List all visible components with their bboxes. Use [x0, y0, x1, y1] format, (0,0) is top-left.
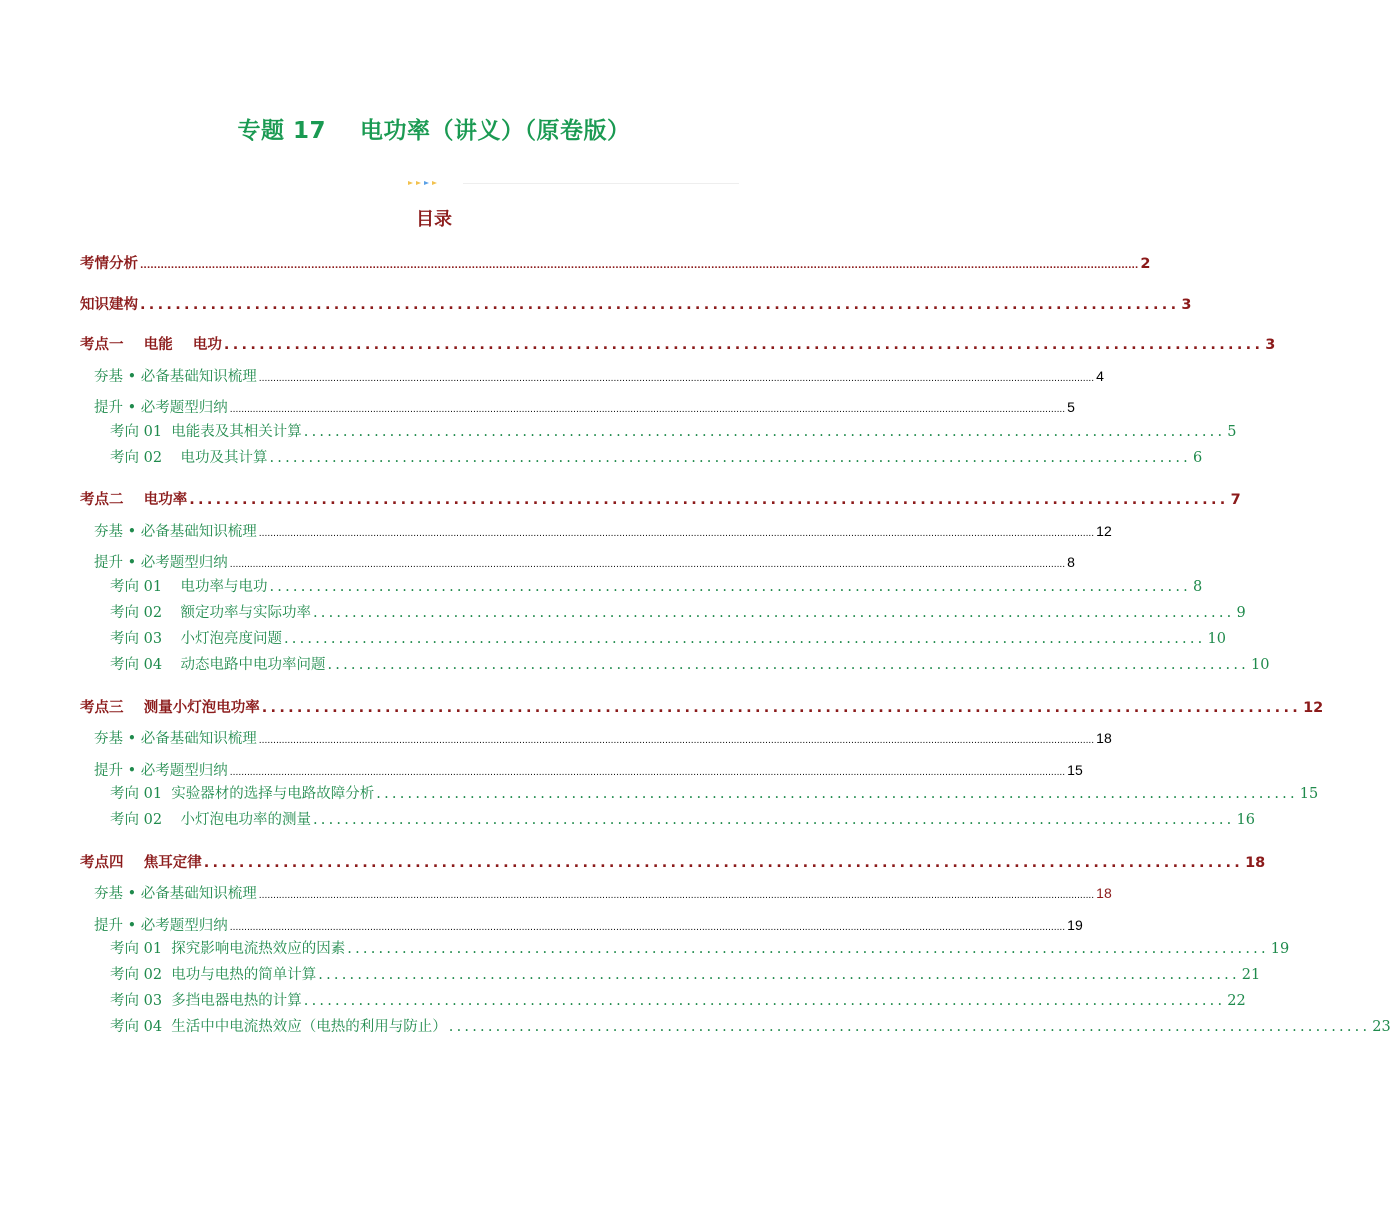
toc-entry-label: 提升 • 必考题型归纳	[94, 918, 228, 934]
dot-leader: ....................................................................................................................................................................................................................................................................................................	[258, 736, 1095, 746]
toc-entry-page: 10	[1207, 631, 1226, 647]
toc-entry-label: 考向 01 实验器材的选择与电路故障分析	[110, 786, 375, 802]
toc-entry[interactable]	[110, 989, 1246, 1009]
dot-leader: ....................................................................................................................................................................................................................................................................................................	[229, 923, 1066, 933]
toc-entry-page: 3	[1265, 337, 1276, 353]
title-divider	[463, 183, 739, 184]
dot-leader: ......................................................................................................................	[269, 579, 1191, 595]
toc-entry-label: 考向 03 多挡电器电热的计算	[110, 993, 302, 1009]
toc-entry[interactable]	[94, 365, 1104, 385]
toc-entry-label: 考向 03 小灯泡亮度问题	[110, 631, 282, 647]
toc-entry-page: 12	[1096, 523, 1112, 539]
toc-entry-page: 8	[1067, 554, 1075, 570]
toc-entry[interactable]	[80, 488, 1241, 508]
toc-entry-page: 23	[1372, 1019, 1391, 1035]
toc-entry[interactable]	[110, 937, 1290, 957]
toc-entry[interactable]	[80, 851, 1266, 871]
toc-entry-page: 6	[1192, 450, 1203, 466]
toc-entry[interactable]	[110, 653, 1270, 673]
toc-entry[interactable]	[94, 727, 1112, 747]
dot-leader: ....................................................................................................................................................................................................................................................................................................	[258, 374, 1095, 384]
toc-entry-page: 19	[1067, 917, 1083, 933]
dot-leader: ......................................................................................................................	[261, 700, 1302, 716]
toc-entry[interactable]	[110, 782, 1319, 802]
toc-entry[interactable]	[110, 446, 1203, 466]
dot-leader: ....................................................................................................................................................................................................................................................................................................	[258, 529, 1095, 539]
dot-leader: ....................................................................................................................................................................................................................................................................................................	[258, 891, 1095, 901]
toc-entry-page: 10	[1250, 657, 1270, 673]
toc-entry-page: 16	[1236, 812, 1255, 828]
toc-entry[interactable]	[110, 601, 1246, 621]
toc-entry[interactable]	[94, 520, 1112, 540]
dot-leader: ......................................................................................................................	[284, 631, 1206, 647]
toc-entry-page: 4	[1096, 368, 1104, 384]
toc-entry-page: 2	[1140, 256, 1151, 272]
toc-entry-label: 考向 01 电功率与电功	[110, 579, 268, 595]
dot-leader: ......................................................................................................................	[376, 786, 1298, 802]
toc-entry[interactable]	[94, 914, 1083, 934]
toc-entry-page: 5	[1067, 399, 1075, 415]
dot-leader: ......................................................................................................................	[203, 855, 1244, 871]
toc-entry-page: 21	[1241, 967, 1261, 983]
toc-entry-label: 考向 01 电能表及其相关计算	[110, 424, 302, 440]
toc-entry-page: 18	[1096, 730, 1112, 746]
toc-entry-page: 18	[1245, 855, 1266, 871]
toc-entry[interactable]	[80, 293, 1192, 313]
toc-entry-label: 夯基 • 必备基础知识梳理	[94, 369, 257, 385]
toc-entry-label: 考情分析	[80, 256, 138, 272]
toc-entry-label: 考点三 测量小灯泡电功率	[80, 700, 260, 716]
toc-entry[interactable]	[110, 1015, 1391, 1035]
dot-leader: ......................................................................................................................	[223, 337, 1264, 353]
toc-entry-page: 19	[1270, 941, 1290, 957]
toc-entry-page: 15	[1299, 786, 1319, 802]
dot-leader: ......................................................................................................................	[448, 1019, 1371, 1035]
dot-leader: ......................................................................................................................	[303, 424, 1226, 440]
toc-entry[interactable]	[110, 420, 1237, 440]
toc-entry[interactable]	[94, 396, 1075, 416]
toc-entry-page: 12	[1303, 700, 1324, 716]
toc-entry-page: 3	[1181, 297, 1192, 313]
toc-entry[interactable]	[94, 759, 1083, 779]
toc-entry-page: 7	[1230, 492, 1241, 508]
toc-entry[interactable]	[80, 696, 1324, 716]
toc-entry-label: 考点一 电能 电功	[80, 337, 222, 353]
toc-entry[interactable]	[94, 882, 1112, 902]
toc-entry-label: 夯基 • 必备基础知识梳理	[94, 524, 257, 540]
toc-entry[interactable]	[80, 333, 1276, 353]
dot-leader: ......................................................................................................................	[303, 993, 1226, 1009]
toc-entry-label: 提升 • 必考题型归纳	[94, 763, 228, 779]
toc-entry-label: 考向 02 额定功率与实际功率	[110, 605, 311, 621]
dot-leader: ......................................................................................................................	[313, 812, 1235, 828]
toc-entry[interactable]	[110, 575, 1203, 595]
toc-heading: 目录	[416, 209, 452, 230]
toc-entry[interactable]	[110, 963, 1261, 983]
toc-entry-label: 夯基 • 必备基础知识梳理	[94, 886, 257, 902]
toc-entry[interactable]	[110, 808, 1255, 828]
toc-entry-page: 18	[1096, 885, 1112, 901]
dot-leader: ......................................................................................................................	[189, 492, 1229, 508]
dot-leader: ....................................................................................................................................................................................................................................................................................................	[140, 261, 1139, 271]
toc-entry[interactable]	[94, 551, 1075, 571]
toc-entry-page: 22	[1227, 993, 1246, 1009]
toc-entry-label: 提升 • 必考题型归纳	[94, 400, 228, 416]
toc-entry-label: 考向 01 探究影响电流热效应的因素	[110, 941, 346, 957]
toc-entry-label: 考向 04 动态电路中电功率问题	[110, 657, 326, 673]
toc-entry-label: 考点四 焦耳定律	[80, 855, 202, 871]
arrow-ornament-icon	[408, 180, 442, 186]
dot-leader: ....................................................................................................................................................................................................................................................................................................	[229, 560, 1066, 570]
document-title: 专题 17 电功率（讲义）（原卷版）	[237, 118, 631, 144]
toc-entry-label: 考向 04 生活中中电流热效应（电热的利用与防止）	[110, 1019, 447, 1035]
toc-entry[interactable]	[80, 252, 1151, 272]
dot-leader: ....................................................................................................................................................................................................................................................................................................	[229, 768, 1066, 778]
toc-entry-label: 提升 • 必考题型归纳	[94, 555, 228, 571]
toc-entry-label: 考向 02 小灯泡电功率的测量	[110, 812, 311, 828]
toc-entry-page: 15	[1067, 762, 1083, 778]
dot-leader: ......................................................................................................................	[327, 657, 1249, 673]
dot-leader: ......................................................................................................................	[140, 297, 1180, 313]
toc-entry-label: 考向 02 电功与电热的简单计算	[110, 967, 317, 983]
toc-entry-label: 知识建构	[80, 297, 138, 313]
toc-entry-label: 夯基 • 必备基础知识梳理	[94, 731, 257, 747]
dot-leader: ......................................................................................................................	[347, 941, 1269, 957]
toc-entry-label: 考向 02 电功及其计算	[110, 450, 268, 466]
toc-entry[interactable]	[110, 627, 1226, 647]
dot-leader: ......................................................................................................................	[269, 450, 1191, 466]
dot-leader: ......................................................................................................................	[313, 605, 1235, 621]
toc-entry-page: 5	[1227, 424, 1237, 440]
toc-entry-page: 8	[1192, 579, 1203, 595]
toc-entry-page: 9	[1236, 605, 1246, 621]
toc-entry-label: 考点二 电功率	[80, 492, 188, 508]
dot-leader: ......................................................................................................................	[318, 967, 1240, 983]
dot-leader: ....................................................................................................................................................................................................................................................................................................	[229, 405, 1066, 415]
